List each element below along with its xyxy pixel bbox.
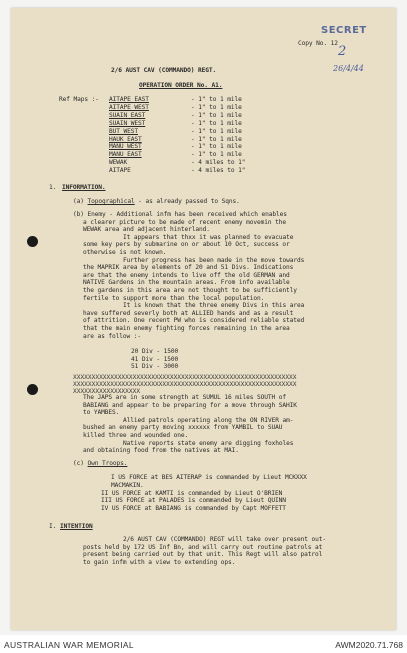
map-name: BUT WEST [109, 127, 139, 135]
paragraph-line: posts held by 172 US Inf Bn, and will carry out routine patrols at [83, 543, 323, 551]
map-scale: - 1" to 1 mile [191, 151, 242, 159]
section-2-heading: INTENTION [60, 523, 93, 530]
paragraph-line: have suffered severly both at ALLIED hands and as a result [83, 309, 294, 317]
map-name: WEWAK [109, 159, 128, 167]
section-2-number: I. [49, 523, 57, 530]
map-name: MANU WEST [109, 143, 142, 151]
paragraph-line: WEWAK area and adjacent hinterland. [83, 226, 210, 234]
ref-maps-label: Ref Maps :- [59, 96, 99, 103]
secret-stamp: SECRET [321, 25, 367, 36]
map-scale: - 4 miles to 1" [191, 167, 246, 175]
punch-hole-top [27, 236, 38, 247]
paragraph-line: fertile to support more than the local population. [83, 294, 265, 302]
section-1-number: 1. [49, 184, 57, 191]
order-title: OPERATION ORDER No. A1. [139, 82, 223, 89]
unit-title: 2/6 AUST CAV (COMMANDO) REGT. [111, 67, 217, 74]
map-scale: - 1" to 1 mile [191, 103, 242, 111]
map-name: SUAIN EAST [109, 111, 146, 119]
paragraph-line: It appears that thxx it was planned to evacuate [123, 233, 294, 241]
paragraph-line: are as follow :- [83, 332, 142, 340]
paragraph-line: the MAPRIK area by elements of 20 and 51 Divs. Indications [83, 264, 294, 272]
division-strength: 41 Div - 1500 [131, 355, 179, 363]
map-scale: - 1" to 1 mile [191, 127, 242, 135]
map-scale: - 1" to 1 mile [191, 135, 242, 143]
map-name: SUAIN WEST [109, 119, 146, 127]
paragraph-line: to YAMBES. [83, 409, 120, 417]
map-scale: - 4 miles to 1" [191, 159, 246, 167]
punch-hole-bottom [27, 384, 38, 395]
troop-line: MACMAKIN. [111, 481, 144, 489]
map-scale: - 1" to 1 mile [191, 111, 242, 119]
paragraph-line: some key pers by submarine on or about 10 Oct, success or [83, 241, 290, 249]
paragraph-line: present being carried out by that unit. This Regt will also patrol [83, 551, 323, 559]
map-scale: - 1" to 1 mile [191, 96, 242, 103]
archive-footer [0, 635, 407, 653]
map-name: AITAPE WEST [109, 103, 149, 111]
handwritten-number: 2 [338, 44, 347, 59]
paragraph-line: to gain infm with a view to extending ops. [83, 558, 236, 566]
paragraph-line: It is known that the three enemy Divs in this area [123, 302, 305, 310]
paragraph-line: the gardens in this area are not thought to be sufficiently [83, 287, 297, 294]
troop-line: I US FORCE at BES AITERAP is commanded by Lieut MCKXXX [111, 474, 307, 481]
paragraph-line: (b) Enemy - Additional infm has been received which enables [73, 211, 287, 218]
paragraph-line: Native reports state enemy are digging foxholes [123, 439, 294, 447]
paragraph-line: killed three and wounded one. [83, 432, 189, 439]
paragraph-line: The JAPS are in some strength at SUMUL 16 miles SOUTH of [83, 394, 287, 401]
document-page [11, 8, 396, 630]
paragraph-line: and obtaining food from the natives at MAI. [83, 447, 239, 455]
division-strength: 51 Div - 3000 [131, 363, 179, 370]
archive-name: AUSTRALIAN WAR MEMORIAL [4, 640, 134, 650]
handwritten-date: 26/4/44 [333, 64, 364, 73]
paragraph-line: bushed an enemy party moving xxxxxx from YAMBIL to SUAU [83, 424, 283, 432]
copy-number: Copy No. 12 [298, 40, 338, 47]
paragraph-line: that the main enemy fighting forces remaining in the area [83, 325, 290, 332]
struck-out-line: XXXXXXXXXXXXXXXXXXXXXXXXXXXXXXXXXXXXXXXXXXXXXXXXXXXXXXXXXXXX [73, 381, 297, 388]
archive-reference: AWM2020.71.768 [335, 640, 403, 650]
topographical-paragraph: (a) Topographical - as already passed to Sqns. [73, 198, 240, 205]
troop-line: IV US FORCE at BABIANG is commanded by Capt MOFFETT [101, 505, 286, 513]
paragraph-line: Further progress has been made in the move towards [123, 256, 305, 264]
paragraph-line: Allied patrols operating along the ON RIVER am- [123, 416, 294, 424]
division-strength: 20 Div - 1500 [131, 348, 179, 355]
troop-line: III US FORCE at PALADES is commanded by Lieut QUINN [101, 497, 286, 505]
struck-out-line: XXXXXXXXXXXXXXXXXXXXXXXXXXXXXXXXXXXXXXXXXXXXXXXXXXXXXXXXXXXX [73, 374, 297, 381]
paragraph-line: a clearer picture to be made of recent enemy movemin the [83, 218, 287, 226]
map-scale: - 1" to 1 mile [191, 119, 242, 127]
paragraph-line: NATIVE Gardens in the mountain areas. From info available [83, 279, 290, 287]
struck-out-line: XXXXXXXXXXXXXXXXXX [73, 388, 141, 395]
troop-line: II US FORCE at KAMTI is commanded by Lieut O'BRIEN [101, 489, 283, 497]
map-name: AITAPE [109, 167, 131, 175]
paragraph-line: BABIANG and appear to be preparing for a move through SAHIK [83, 401, 297, 409]
paragraph-line: of attrition. One recent PW who is considered reliable stated [83, 317, 305, 325]
map-name: AITAPE EAST [109, 96, 149, 103]
paragraph-line: are that the enemy intends to live off the old GERMAN and [83, 271, 290, 279]
map-scale: - 1" to 1 mile [191, 143, 242, 151]
own-troops-heading: (c) Own Troops. [73, 460, 128, 467]
map-name: MANU EAST [109, 151, 142, 159]
map-name: HAUK EAST [109, 135, 142, 143]
paragraph-line: otherwise is not known. [83, 249, 167, 256]
section-1-heading: INFORMATION. [62, 184, 106, 191]
paragraph-line: 2/6 AUST CAV (COMMANDO) REGT will take over present out- [123, 536, 327, 543]
